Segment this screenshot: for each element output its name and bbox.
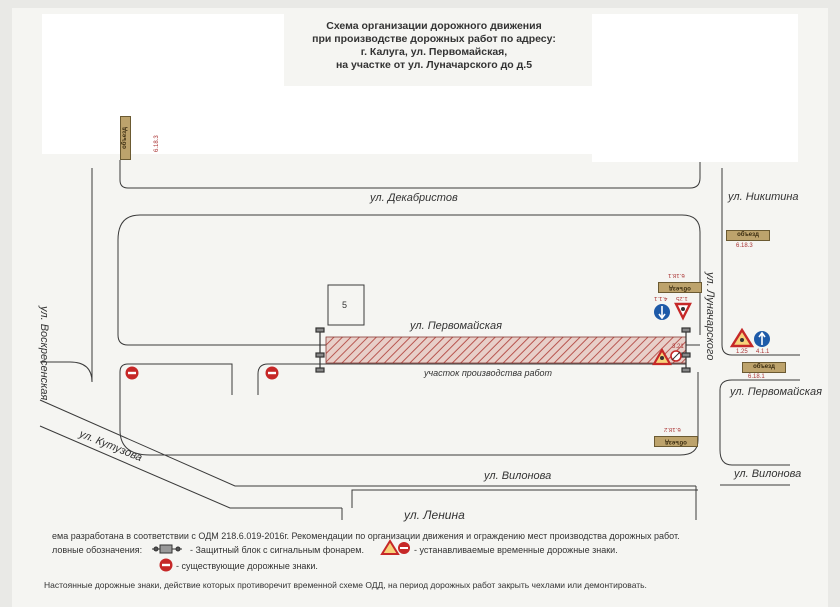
street-vilonova-right: ул. Вилонова (734, 468, 802, 480)
legend-protective-block: - Защитный блок с сигнальным фонарем. (190, 545, 364, 555)
title-line-1: Схема организации дорожного движения (326, 20, 542, 32)
no-entry-sign-legend (160, 559, 173, 572)
title-line-2: при производстве дорожных работ по адресу: (312, 33, 556, 45)
sign-code-321-work: 3.21 (672, 344, 684, 350)
sign-4-1-1-top (654, 304, 670, 320)
street-kutuzova: ул. Кутузова (77, 428, 144, 465)
title-line-3: г. Калуга, ул. Первомайская, (360, 46, 508, 58)
sign-code-411-top: 4.1.1 (654, 295, 668, 301)
work-area-hatch (326, 337, 686, 363)
street-lenina: ул. Ленина (404, 508, 465, 522)
sign-code-411-right: 4.1.1 (756, 349, 770, 355)
sign-4-1-1-right (754, 331, 770, 347)
legend-temporary-signs: - устанавливаемые временные дорожные знаки. (414, 545, 618, 555)
street-nikitina: ул. Никитина (728, 191, 799, 203)
legend-existing-signs: - существующие дорожные знаки. (176, 561, 318, 571)
detour-board-lunacharskogo: объезд (658, 282, 702, 293)
street-pervomayskaya: ул. Первомайская (410, 320, 502, 332)
street-dekabristov: ул. Декабристов (370, 192, 458, 204)
no-entry-sign-left (126, 367, 139, 380)
detour-right-code: 6.18.3 (736, 243, 753, 249)
no-entry-sign-mid (266, 367, 279, 380)
detour-board-pervomayskaya: объезд (742, 362, 786, 373)
legend-note: Настоянные дорожные знаки, действие которых противоречит временной схеме ОДД, на период дорожных работ закрыть чехлами или демонтировать. (44, 580, 647, 590)
detour-top-left-code: 6.18.3 (154, 135, 160, 152)
street-voskresenskaya: ул. Воскресенская (38, 306, 50, 401)
sign-code-125-right: 1.25 (736, 349, 748, 355)
street-vilonova: ул. Вилонова (484, 470, 552, 482)
redaction-center (284, 86, 594, 154)
legend-prefix: ловные обозначения: (52, 545, 143, 555)
work-area-label: участок производства работ (424, 368, 553, 378)
title-line-4: на участке от ул. Луначарского до д.5 (335, 59, 533, 71)
sign-3-21-work (671, 351, 681, 361)
detour-board-top-left: объезд (120, 116, 131, 160)
street-lunacharskogo: ул. Луначарского (704, 272, 716, 361)
street-pervomayskaya-right: ул. Первомайская (730, 386, 822, 398)
detour-pervomayskaya-code: 6.18.1 (748, 374, 765, 380)
building-number: 5 (342, 300, 348, 310)
detour-vilonova-code: 6.18.2 (664, 426, 681, 432)
detour-board-right: объезд (726, 230, 770, 241)
detour-board-vilonova: объезд (654, 436, 698, 447)
redaction-right (592, 14, 798, 162)
scheme-title (284, 20, 584, 72)
sign-code-125-top: 1.25 (676, 295, 688, 301)
legend-line-1: ема разработана в соответствии с ОДМ 218.6.019-2016г. Рекомендации по организации движения и ограждению мест производства дорожных работ. (52, 531, 680, 541)
redaction-left (42, 14, 284, 154)
detour-lunacharskogo-code: 6.18.1 (668, 272, 685, 278)
